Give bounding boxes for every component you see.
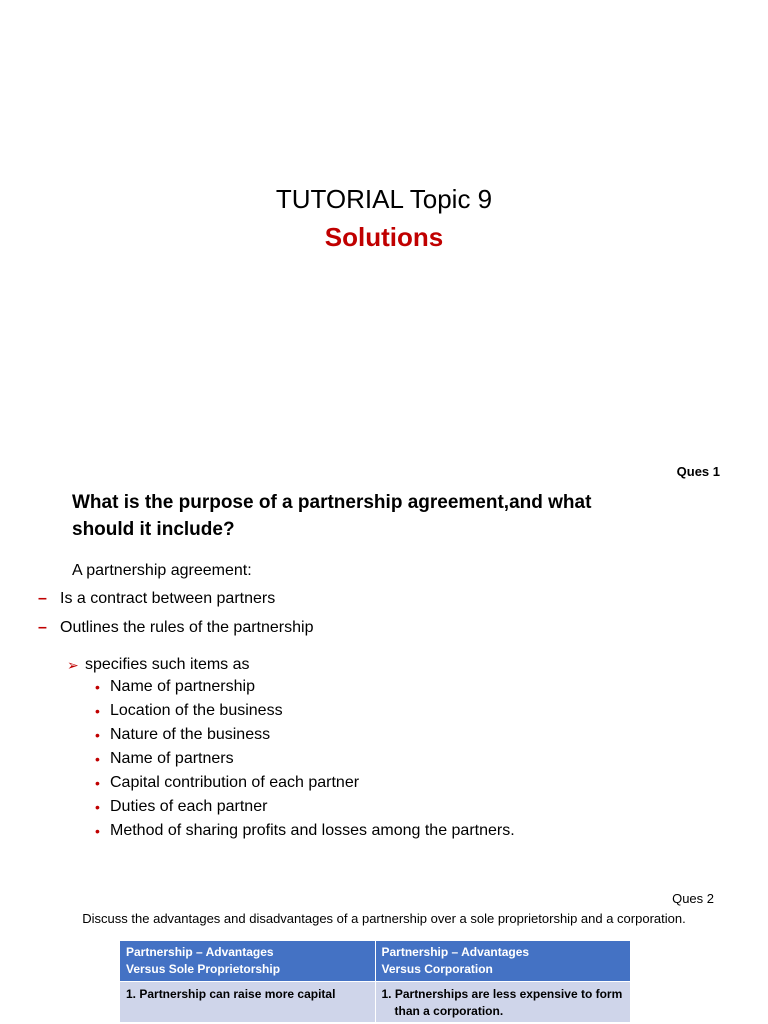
list-item <box>95 821 515 845</box>
list-item <box>38 589 313 618</box>
list-item <box>38 618 313 647</box>
title-slide <box>0 0 768 432</box>
bullet-icon: • <box>95 823 100 839</box>
column-header-line: Versus Corporation <box>381 962 493 976</box>
cell-text: 1. Partnership can raise more capital <box>126 987 336 1001</box>
list-item-text: Name of partners <box>110 750 234 767</box>
arrow-item-text: specifies such items as <box>85 656 250 673</box>
list-item-text: Capital contribution of each partner <box>110 774 360 791</box>
list-item-text: Method of sharing profits and losses among the partners. <box>110 822 515 839</box>
bullet-icon: • <box>95 703 100 719</box>
column-header-line: Versus Sole Proprietorship <box>126 962 281 976</box>
question-1-slide <box>0 432 768 864</box>
column-header <box>375 941 631 982</box>
list-item-text: Is a contract between partners <box>60 590 276 607</box>
list-item-text: Outlines the rules of the partnership <box>60 619 314 636</box>
cell-text: than a corporation. <box>394 1004 504 1018</box>
bullet-icon: • <box>95 727 100 743</box>
arrow-bullet-icon: ➢ <box>67 657 79 673</box>
table-cell <box>120 982 376 1023</box>
cell-text: 1. Partnerships are less expensive to form <box>381 987 623 1001</box>
column-header-line: Partnership – Advantages <box>381 945 530 959</box>
list-item-text: Nature of the business <box>110 726 271 743</box>
list-item-text: Duties of each partner <box>110 798 268 815</box>
question-2-slide <box>0 864 768 1024</box>
list-item <box>95 797 515 821</box>
dash-marker: – <box>38 619 47 636</box>
question-label: Ques 2 <box>672 891 714 906</box>
slide-subtitle: Solutions <box>324 222 444 252</box>
question-prompt: Discuss the advantages and disadvantages of a partnership over a sole proprietorship and a corporation. <box>82 911 686 926</box>
bullet-icon: • <box>95 799 100 815</box>
list-item <box>95 773 515 797</box>
column-header-line: Partnership – Advantages <box>126 945 274 959</box>
list-item-text: Location of the business <box>110 702 283 719</box>
arrow-item <box>67 655 250 675</box>
table-cell <box>375 982 631 1023</box>
bullet-icon: • <box>95 679 100 695</box>
slide-title: TUTORIAL Topic 9 <box>275 184 493 214</box>
question-label: Ques 1 <box>676 464 720 479</box>
comparison-table <box>119 940 631 1023</box>
bullet-list <box>95 677 515 845</box>
list-item <box>95 677 515 701</box>
column-header <box>120 941 376 982</box>
dash-list <box>38 589 313 647</box>
answer-intro: A partnership agreement: <box>72 562 252 579</box>
dash-marker: – <box>38 590 47 607</box>
question-heading: What is the purpose of a partnership agreement,and what should it include? <box>72 492 592 540</box>
list-item <box>95 749 515 773</box>
list-item <box>95 701 515 725</box>
bullet-icon: • <box>95 775 100 791</box>
list-item <box>95 725 515 749</box>
table-header-row <box>120 941 631 982</box>
bullet-icon: • <box>95 751 100 767</box>
list-item-text: Name of partnership <box>110 678 255 695</box>
table-row <box>120 982 631 1023</box>
